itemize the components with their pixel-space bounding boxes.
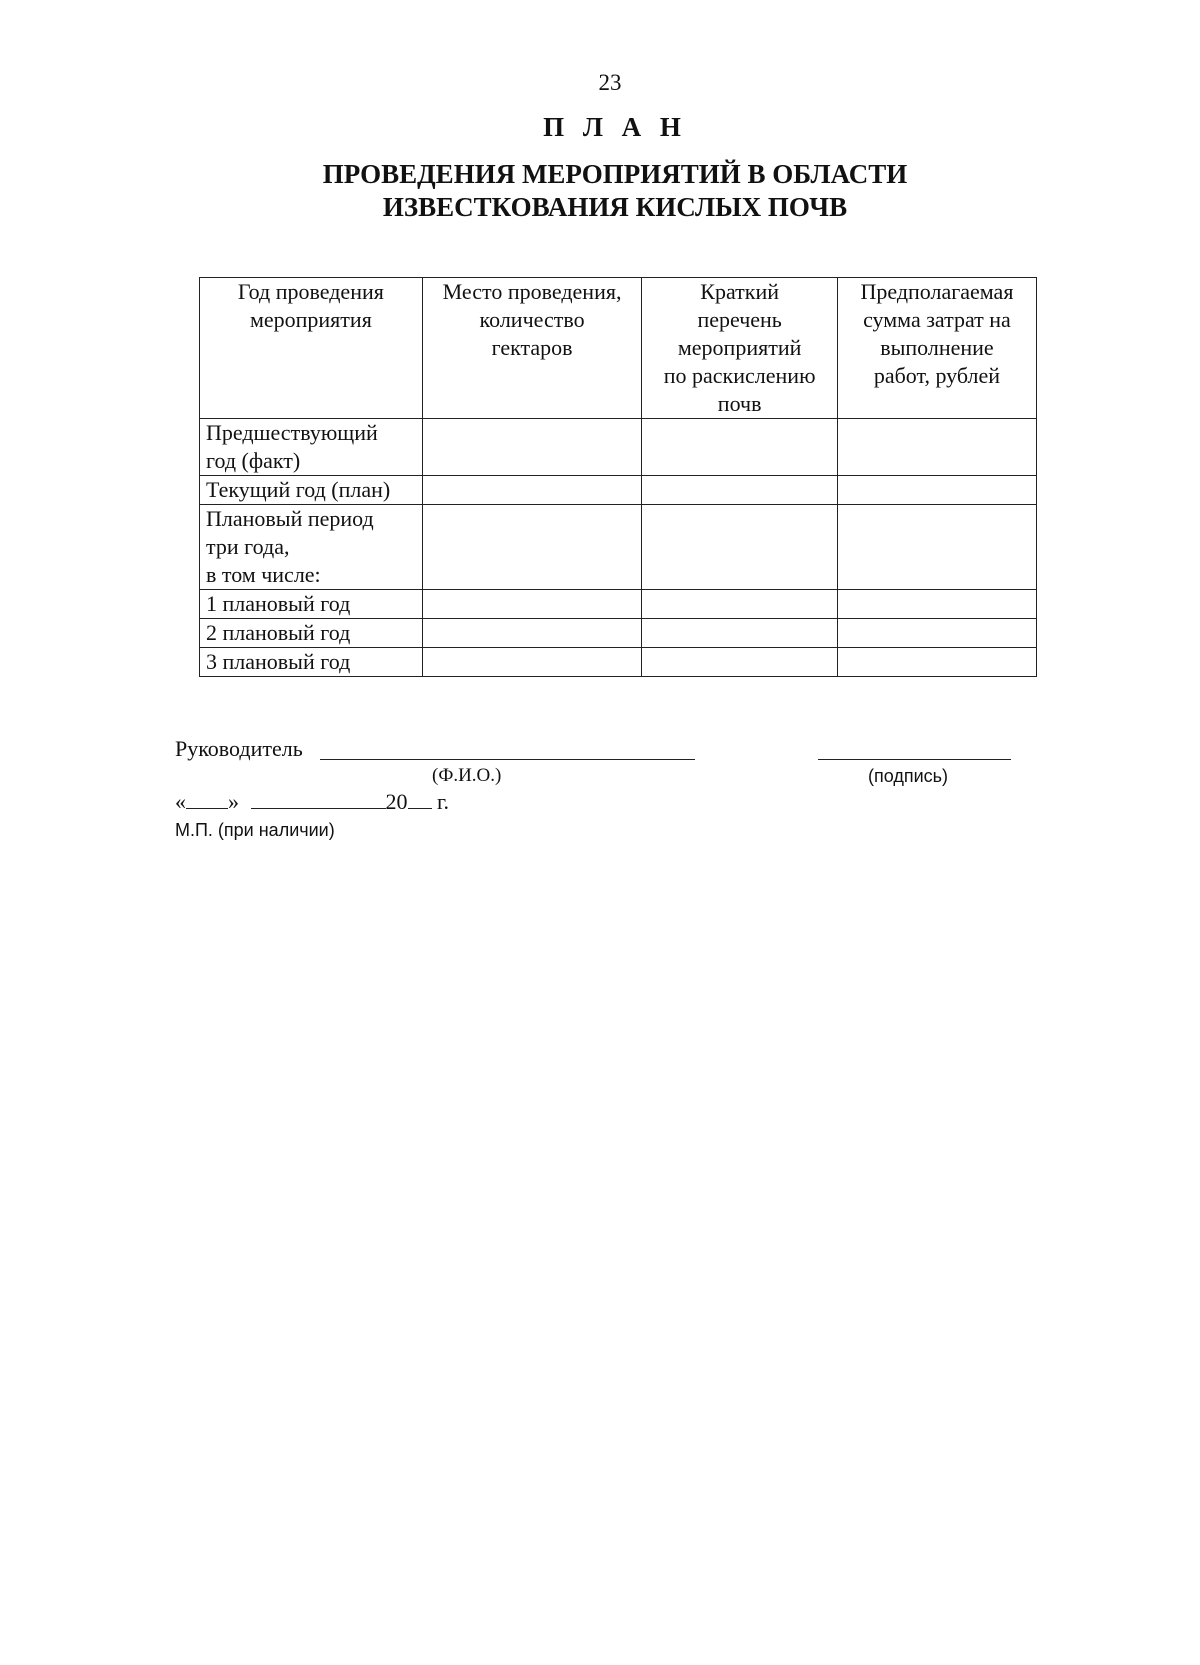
header-text: мероприятия bbox=[249, 307, 372, 332]
header-text: работ, рублей bbox=[873, 363, 1001, 388]
table-cell bbox=[642, 590, 838, 619]
header-text: мероприятий bbox=[677, 335, 802, 360]
header-text: сумма затрат на bbox=[863, 307, 1011, 332]
header-text: перечень bbox=[697, 307, 782, 332]
document-subtitle bbox=[0, 158, 1200, 224]
table-cell bbox=[422, 505, 642, 590]
table-header-row bbox=[200, 278, 1037, 419]
header-year bbox=[200, 278, 423, 419]
month-blank bbox=[251, 790, 386, 809]
table-cell bbox=[642, 476, 838, 505]
page-number: 23 bbox=[598, 70, 622, 95]
row-label-text: 2 плановый год bbox=[206, 620, 351, 645]
header-text: Краткий bbox=[700, 279, 779, 304]
year-suffix: г. bbox=[437, 789, 450, 814]
seal-note: М.П. (при наличии) bbox=[175, 820, 335, 840]
header-text: почв bbox=[717, 391, 762, 416]
date-close-quote: » bbox=[228, 789, 239, 814]
document-title: П Л А Н bbox=[543, 112, 687, 142]
row-label-text: Предшествующий bbox=[206, 420, 378, 445]
subtitle-line-1: ПРОВЕДЕНИЯ МЕРОПРИЯТИЙ В ОБЛАСТИ bbox=[322, 159, 908, 189]
table-cell bbox=[422, 619, 642, 648]
row-label bbox=[200, 619, 423, 648]
row-label bbox=[200, 476, 423, 505]
header-measures bbox=[642, 278, 838, 419]
header-text: количество bbox=[479, 307, 585, 332]
row-label-text: год (факт) bbox=[206, 448, 301, 473]
header-text: Предполагаемая bbox=[860, 279, 1014, 304]
row-label bbox=[200, 648, 423, 677]
year-blank bbox=[408, 790, 432, 809]
row-label bbox=[200, 505, 423, 590]
row-label-text: 3 плановый год bbox=[206, 649, 351, 674]
table-cell bbox=[422, 648, 642, 677]
fio-line bbox=[320, 737, 695, 760]
signature-caption: (подпись) bbox=[868, 766, 949, 786]
table-cell bbox=[642, 505, 838, 590]
leader-label: Руководитель bbox=[175, 736, 303, 761]
table-cell bbox=[837, 619, 1036, 648]
table-cell bbox=[837, 419, 1036, 476]
subtitle-line-2: ИЗВЕСТКОВАНИЯ КИСЛЫХ ПОЧВ bbox=[382, 192, 848, 222]
table-cell bbox=[642, 419, 838, 476]
row-label bbox=[200, 419, 423, 476]
table-row bbox=[200, 590, 1037, 619]
row-label bbox=[200, 590, 423, 619]
row-label-text: Плановый период bbox=[206, 506, 374, 531]
date-line bbox=[175, 789, 449, 815]
table-cell bbox=[422, 419, 642, 476]
table-cell bbox=[837, 476, 1036, 505]
table-row bbox=[200, 619, 1037, 648]
header-text: Место проведения, bbox=[442, 279, 622, 304]
table-cell bbox=[837, 505, 1036, 590]
header-cost bbox=[837, 278, 1036, 419]
table-row bbox=[200, 419, 1037, 476]
fio-caption: (Ф.И.О.) bbox=[432, 765, 502, 786]
table-row bbox=[200, 648, 1037, 677]
row-label-text: Текущий год (план) bbox=[206, 477, 391, 502]
header-text: Год проведения bbox=[237, 279, 384, 304]
table-row bbox=[200, 476, 1037, 505]
row-label-text: в том числе: bbox=[206, 562, 321, 587]
header-text: гектаров bbox=[491, 335, 573, 360]
table-cell bbox=[642, 648, 838, 677]
header-place bbox=[422, 278, 642, 419]
header-text: по раскислению bbox=[663, 363, 816, 388]
header-text: выполнение bbox=[880, 335, 994, 360]
table-row bbox=[200, 505, 1037, 590]
table-cell bbox=[837, 590, 1036, 619]
year-prefix: 20 bbox=[385, 789, 408, 814]
table-cell bbox=[422, 476, 642, 505]
row-label-text: три года, bbox=[206, 534, 290, 559]
table-cell bbox=[837, 648, 1036, 677]
plan-table bbox=[199, 277, 1037, 677]
row-label-text: 1 плановый год bbox=[206, 591, 351, 616]
table-cell bbox=[422, 590, 642, 619]
signature-line bbox=[818, 737, 1011, 760]
date-open-quote: « bbox=[175, 789, 186, 814]
table-cell bbox=[642, 619, 838, 648]
day-blank bbox=[186, 790, 228, 809]
